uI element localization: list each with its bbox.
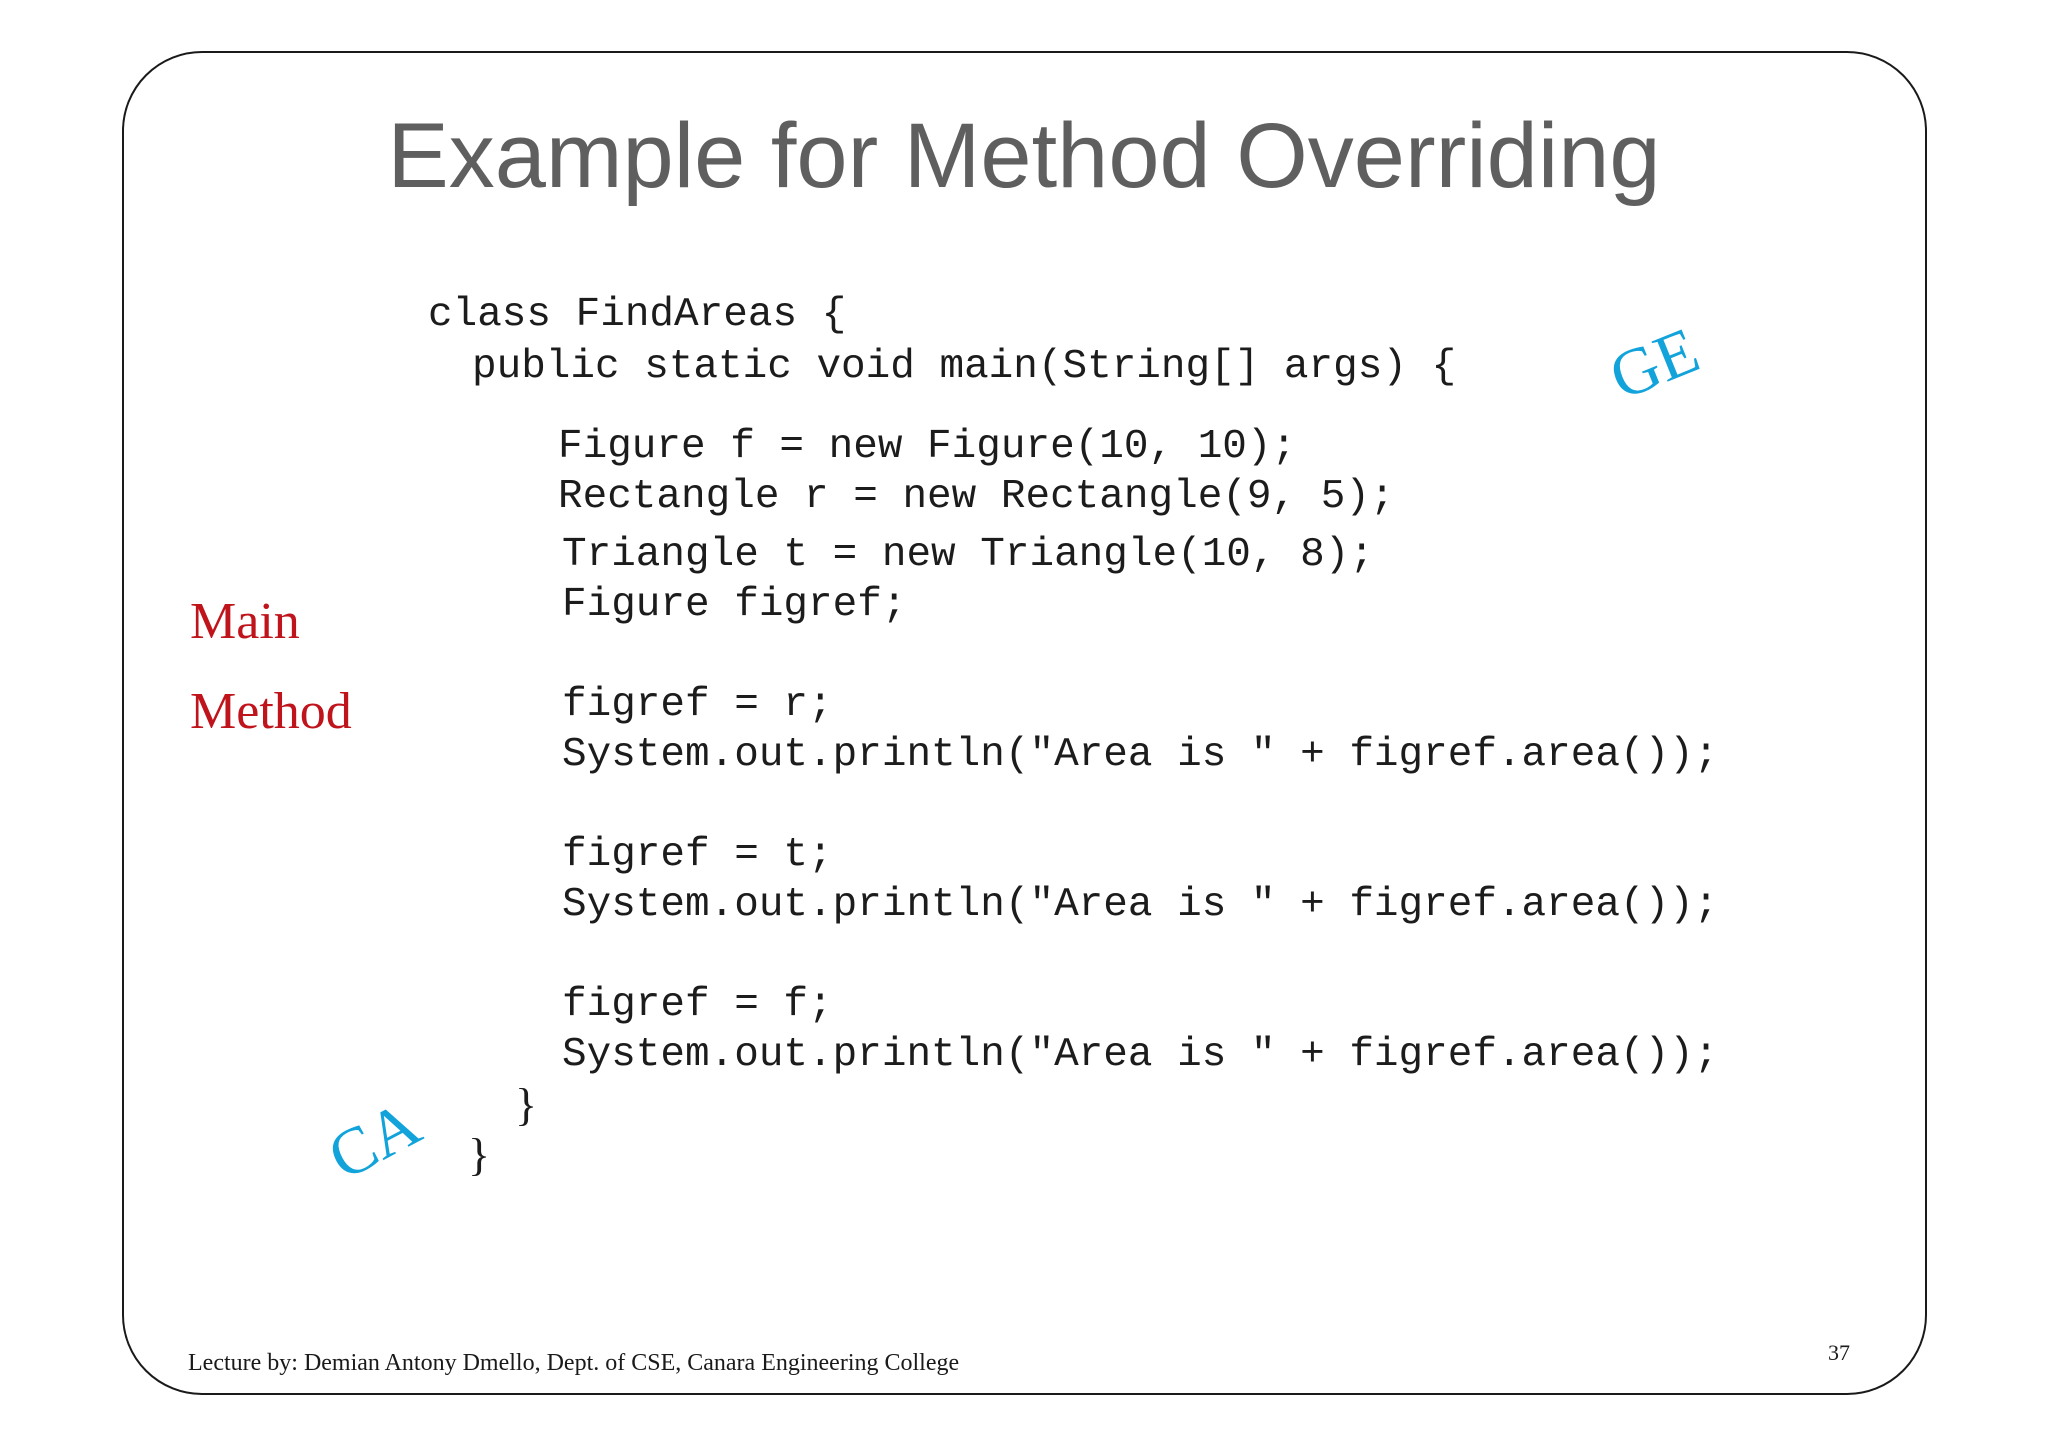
side-label-method: Method [190, 683, 352, 740]
code-line-class-decl: class FindAreas { [428, 292, 847, 338]
code-line-println-2: System.out.println("Area is " + figref.area()); [562, 882, 1719, 928]
code-line-figref-f: figref = f; [562, 982, 833, 1028]
slide-title: Example for Method Overriding [387, 105, 1661, 207]
code-line-close-class: } [468, 1129, 491, 1180]
footer-credit: Lecture by: Demian Antony Dmello, Dept. of CSE, Canara Engineering College [188, 1350, 960, 1376]
watermark-bottom-clip [316, 1086, 460, 1230]
code-line-figref-t: figref = t; [562, 832, 833, 878]
code-line-println-3: System.out.println("Area is " + figref.area()); [562, 1032, 1719, 1078]
code-line-close-main: } [515, 1079, 538, 1130]
code-line-figure-new: Figure f = new Figure(10, 10); [558, 424, 1297, 470]
side-label-main: Main [190, 593, 300, 650]
code-line-rectangle-new: Rectangle r = new Rectangle(9, 5); [558, 474, 1395, 520]
page-number: 37 [1828, 1340, 1850, 1365]
watermark-top-clip [1599, 313, 1770, 422]
code-line-println-1: System.out.println("Area is " + figref.area()); [562, 732, 1719, 778]
code-line-main-decl: public static void main(String[] args) { [472, 344, 1457, 390]
code-line-triangle-new: Triangle t = new Triangle(10, 8); [562, 532, 1374, 578]
code-line-figref-decl: Figure figref; [562, 582, 907, 628]
code-line-figref-r: figref = r; [562, 682, 833, 728]
watermark-top-text: GE [1599, 313, 1709, 415]
watermark-bottom-text: CA [316, 1086, 433, 1195]
